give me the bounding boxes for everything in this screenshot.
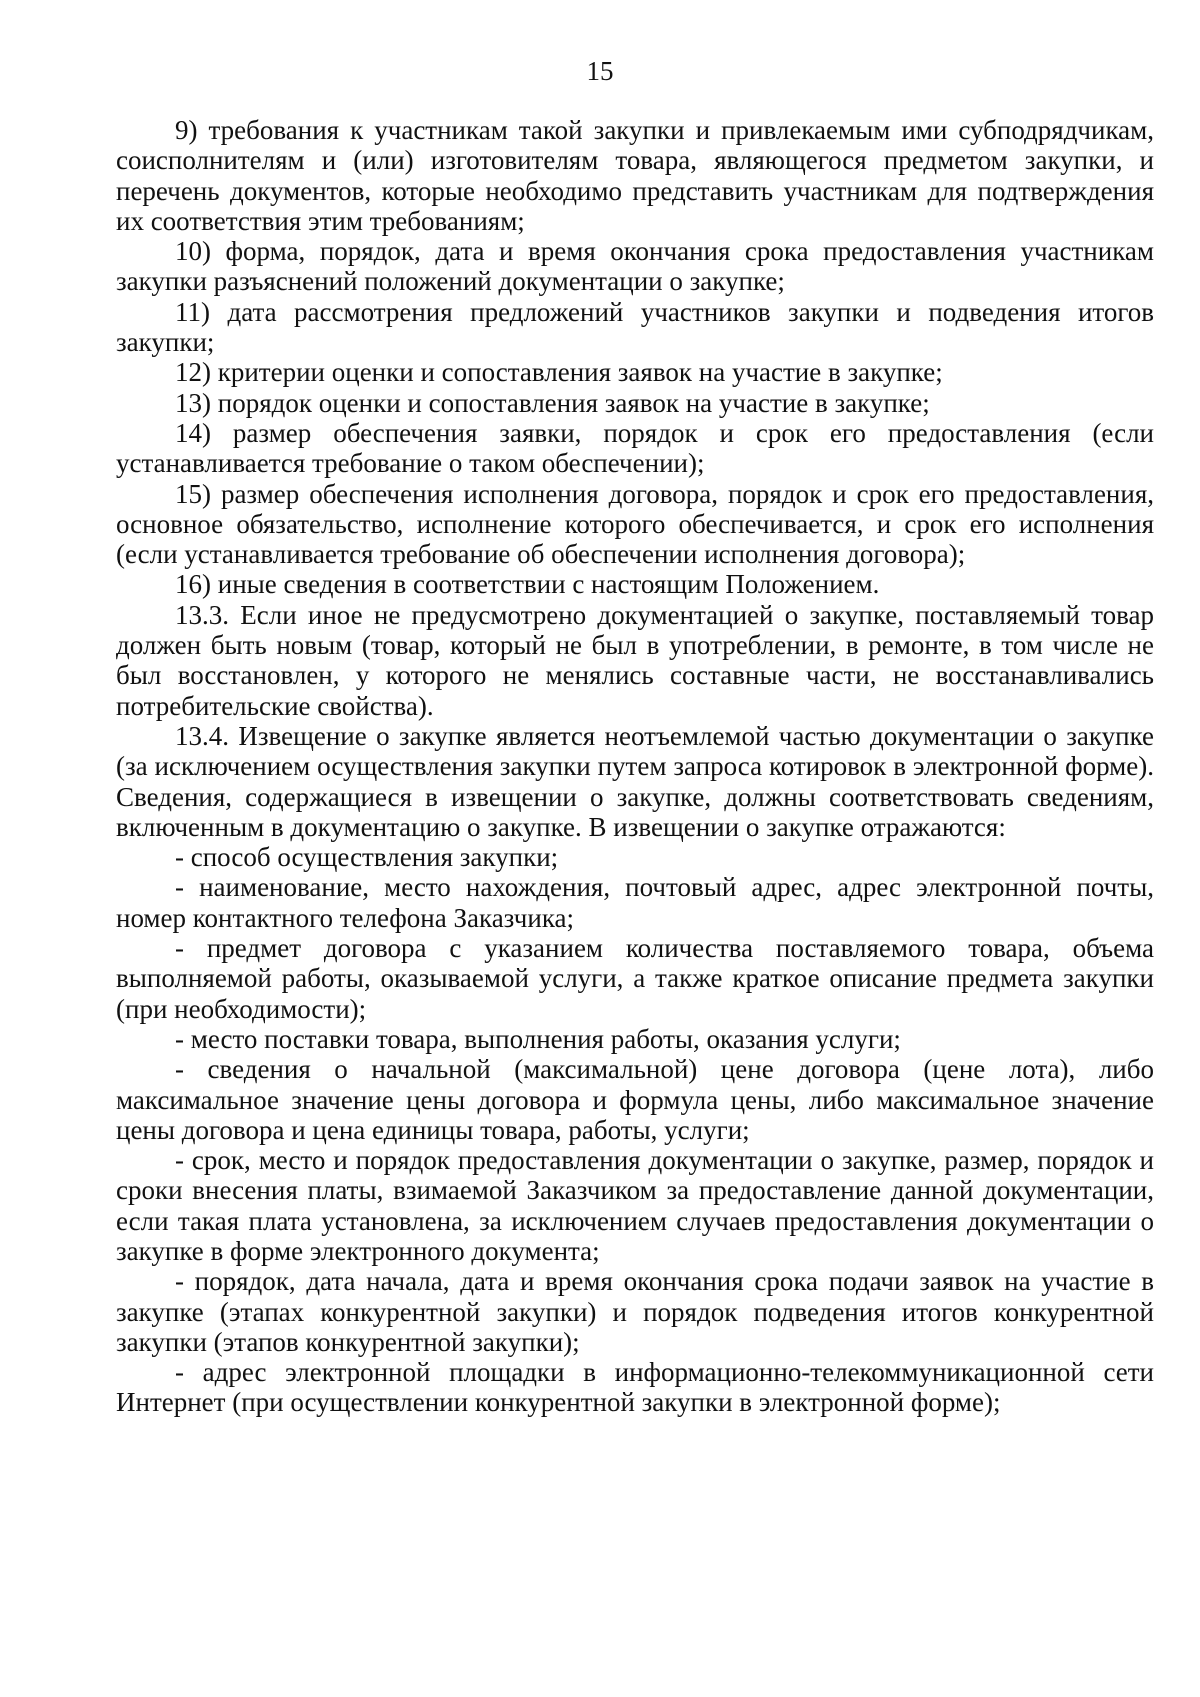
notice-item-contract-subject: - предмет договора с указанием количества поставляемого товара, объема выполняемой работы, оказываемой услуги, а также краткое описание предмета закупки (при необходимости); — [116, 933, 1154, 1024]
paragraph-item-11: 11) дата рассмотрения предложений участников закупки и подведения итогов закупки; — [116, 296, 1154, 358]
notice-item-initial-price: - сведения о начальной (максимальной) цене договора (цене лота), либо максимальное значение цены договора и формула цены, либо максимальное значение цены договора и цена единицы товара, работы, услуги; — [116, 1054, 1154, 1145]
notice-item-procurement-method: - способ осуществления закупки; — [175, 842, 559, 873]
paragraph-item-12: 12) критерии оценки и сопоставления заявок на участие в закупке; — [175, 357, 943, 388]
paragraph-item-14: 14) размер обеспечения заявки, порядок и срок его предоставления (если устанавливается требование о таком обеспечении); — [116, 417, 1154, 479]
clause-13-4: 13.4. Извещение о закупке является неотъемлемой частью документации о закупке (за исключением осуществления закупки путем запроса котировок в электронной форме). Сведения, содержащиеся в извещении о закупке, должны соответствовать сведениям, включенным в документацию о закупке. В извещении о закупке отражаются: — [116, 720, 1154, 842]
notice-item-documentation-terms: - срок, место и порядок предоставления документации о закупке, размер, порядок и сроки внесения платы, взимаемой Заказчиком за предоставление данной документации, если такая плата установлена, за исключением случаев предоставления документации о закупке в форме электронного документа; — [116, 1145, 1154, 1266]
paragraph-item-16: 16) иные сведения в соответствии с настоящим Положением. — [175, 569, 880, 600]
notice-item-application-deadlines: - порядок, дата начала, дата и время окончания срока подачи заявок на участие в закупке (этапах конкурентной закупки) и порядок подведения итогов конкурентной закупки (этапов конкурентной закупки); — [116, 1266, 1154, 1357]
notice-item-electronic-platform: - адрес электронной площадки в информационно-телекоммуникационной сети Интернет (при осуществлении конкурентной закупки в электронной форме); — [116, 1357, 1154, 1418]
paragraph-item-9: 9) требования к участникам такой закупки и привлекаемым ими субподрядчикам, соисполнителям и (или) изготовителям товара, являющегося предметом закупки, и перечень документов, которые необходимо представить участникам для подтверждения их соответствия этим требованиям; — [116, 115, 1154, 236]
clause-13-3: 13.3. Если иное не предусмотрено документацией о закупке, поставляемый товар должен быть новым (товар, который не был в употреблении, в ремонте, в том числе не был восстановлен, у которого не менялись составные части, не восстанавливались потребительские свойства). — [116, 599, 1154, 721]
notice-item-delivery-place: - место поставки товара, выполнения работы, оказания услуги; — [175, 1023, 901, 1054]
document-body — [116, 115, 1154, 1418]
paragraph-item-15: 15) размер обеспечения исполнения договора, порядок и срок его предоставления, основное обязательство, исполнение которого обеспечивается, и срок его исполнения (если устанавливается требование об обеспечении исполнения договора); — [116, 478, 1154, 570]
paragraph-item-13: 13) порядок оценки и сопоставления заявок на участие в закупке; — [175, 387, 930, 418]
page-number: 15 — [586, 56, 614, 86]
paragraph-item-10: 10) форма, порядок, дата и время окончания срока предоставления участникам закупки разъяснений положений документации о закупке; — [116, 236, 1154, 297]
notice-item-customer-details: - наименование, место нахождения, почтовый адрес, адрес электронной почты, номер контактного телефона Заказчика; — [116, 872, 1154, 933]
